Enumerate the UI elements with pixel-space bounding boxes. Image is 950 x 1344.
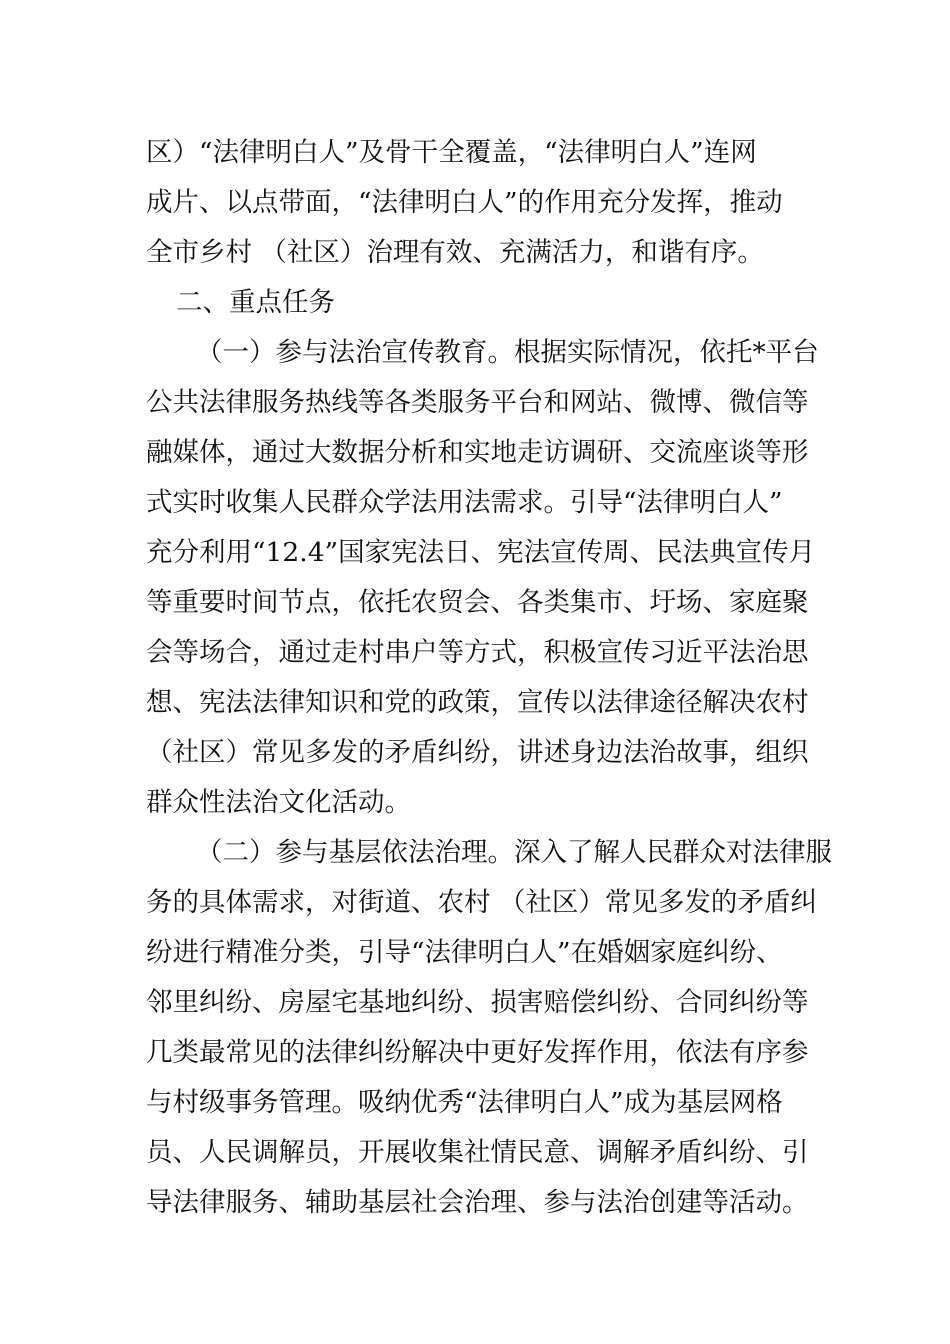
text-line: （社区）常见多发的矛盾纠纷，讲述身边法治故事，组织	[146, 737, 809, 768]
text-line: 全市乡村 （社区）治理有效、充满活力，和谐有序。	[146, 237, 764, 268]
text-line: 群众性法治文化活动。	[146, 787, 411, 818]
text-line: 融媒体，通过大数据分析和实地走访调研、交流座谈等形	[146, 437, 809, 468]
text-line: 与村级事务管理。吸纳优秀“法律明白人”成为基层网格	[146, 1087, 783, 1118]
text-line: 员、人民调解员，开展收集社情民意、调解矛盾纠纷、引	[146, 1137, 809, 1168]
text-line: 几类最常见的法律纠纷解决中更好发挥作用，依法有序参	[146, 1037, 809, 1068]
text-line: 等重要时间节点，依托农贸会、各类集市、圩场、家庭聚	[146, 587, 809, 618]
text-line: （一）参与法治宣传教育。根据实际情况，依托*平台	[196, 337, 819, 368]
text-line: 会等场合，通过走村串户等方式，积极宣传习近平法治思	[146, 637, 809, 668]
text-line: 邻里纠纷、房屋宅基地纠纷、损害赔偿纠纷、合同纠纷等	[146, 987, 809, 1018]
section-heading: 二、重点任务	[176, 287, 335, 318]
text-line: 充分利用“12.4”国家宪法日、宪法宣传周、民法典宣传月	[146, 537, 816, 568]
text-line: 纷进行精准分类，引导“法律明白人”在婚姻家庭纠纷、	[146, 937, 783, 968]
text-line: 区）“法律明白人”及骨干全覆盖，“法律明白人”连网	[146, 137, 757, 168]
text-line: 想、宪法法律知识和党的政策，宣传以法律途径解决农村	[146, 687, 809, 718]
text-line: （二）参与基层依法治理。深入了解人民群众对法律服	[196, 837, 832, 868]
text-line: 公共法律服务热线等各类服务平台和网站、微博、微信等	[146, 387, 809, 418]
text-line: 导法律服务、辅助基层社会治理、参与法治创建等活动。	[146, 1187, 809, 1218]
text-line: 式实时收集人民群众学法用法需求。引导“法律明白人”	[146, 487, 783, 518]
text-line: 成片、以点带面，“法律明白人”的作用充分发挥，推动	[146, 187, 783, 218]
text-line: 务的具体需求，对街道、农村 （社区）常见多发的矛盾纠	[146, 887, 817, 918]
